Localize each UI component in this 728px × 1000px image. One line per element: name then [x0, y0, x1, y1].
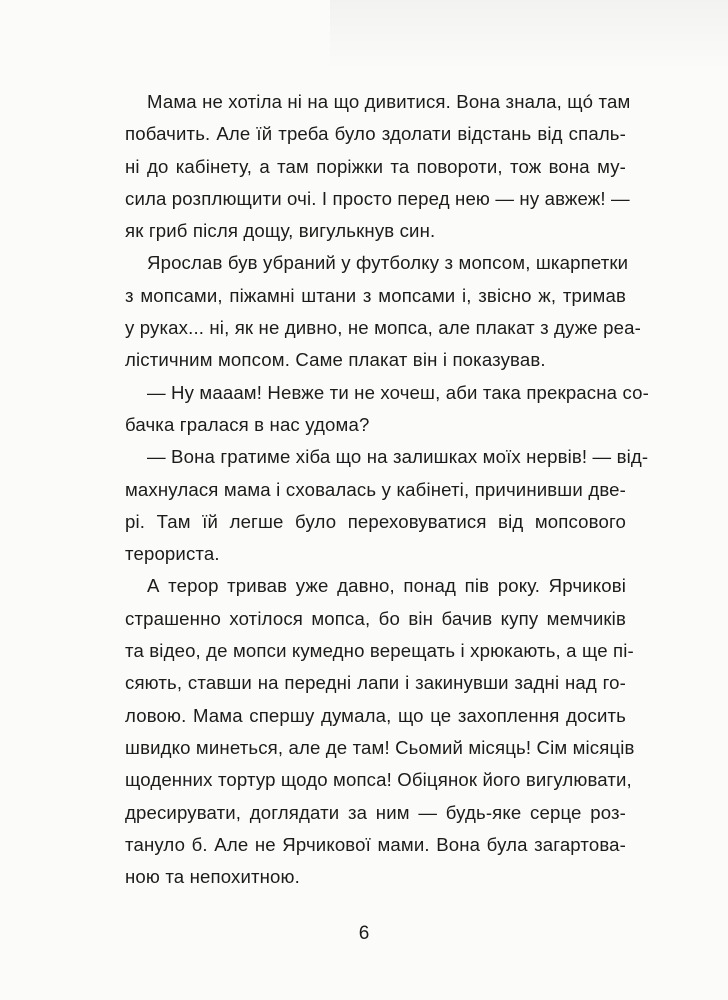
text-line: терориста.	[125, 543, 220, 565]
paragraph	[103, 441, 649, 570]
text-line: страшенно хотілося мопса, бо він бачив купу мемчиків	[125, 607, 626, 629]
text-line: тануло б. Але не Ярчикової мами. Вона була загартова-	[125, 833, 626, 855]
text-line: — Вона гратиме хіба що на залишках моїх нервів! — від-	[147, 446, 649, 468]
text-line: та відео, де мопси кумедно верещать і хрюкають, а ще пі-	[125, 640, 634, 662]
text-line: сила розплющити очі. І просто перед нею — ну авжеж! —	[125, 187, 630, 209]
paragraph	[103, 247, 641, 376]
text-line: — Ну мааам! Невже ти не хочеш, аби така прекрасна со-	[147, 381, 649, 403]
text-line: бачка гралася в нас удома?	[125, 413, 370, 435]
text-line: дресирувати, доглядати за ним — будь-яке серце роз-	[125, 801, 626, 823]
text-line: махнулася мама і сховалась у кабінеті, причинивши две-	[125, 478, 626, 500]
paragraph	[103, 570, 635, 893]
text-line: щоденних тортур щодо мопса! Обіцянок його вигулювати,	[125, 769, 632, 791]
page-number: 6	[358, 923, 370, 944]
body-text	[103, 86, 649, 893]
text-line: сяють, ставши на передні лапи і закинувши задні над го-	[125, 672, 626, 694]
text-line: у руках... ні, як не дивно, не мопса, але плакат з дуже реа-	[125, 317, 641, 339]
text-line: як гриб після дощу, вигулькнув син.	[125, 220, 436, 242]
text-line: швидко минеться, але де там! Сьомий місяць! Сім місяців	[125, 736, 635, 758]
text-line: Мама не хотіла ні на що дивитися. Вона знала, щó там	[147, 91, 631, 112]
text-line: рі. Там їй легше було переховуватися від мопсового	[125, 510, 626, 532]
text-line: побачить. Але їй треба було здолати відстань від спаль-	[125, 123, 626, 145]
bleed-through-shadow	[330, 0, 728, 70]
text-line: ні до кабінету, а там поріжки та повороти, тож вона му-	[125, 155, 626, 177]
text-line: з мопсами, піжамні штани з мопсами і, звісно ж, тримав	[125, 284, 626, 306]
text-line: ловою. Мама спершу думала, що це захоплення досить	[125, 704, 626, 726]
text-line: Ярослав був убраний у футболку з мопсом, шкарпетки	[147, 252, 629, 274]
paragraph	[103, 86, 631, 247]
text-line: лістичним мопсом. Саме плакат він і показував.	[125, 349, 546, 371]
text-line: ною та непохитною.	[125, 866, 300, 888]
paragraph	[103, 377, 649, 442]
text-line: А терор тривав уже давно, понад пів року. Ярчикові	[147, 575, 626, 597]
